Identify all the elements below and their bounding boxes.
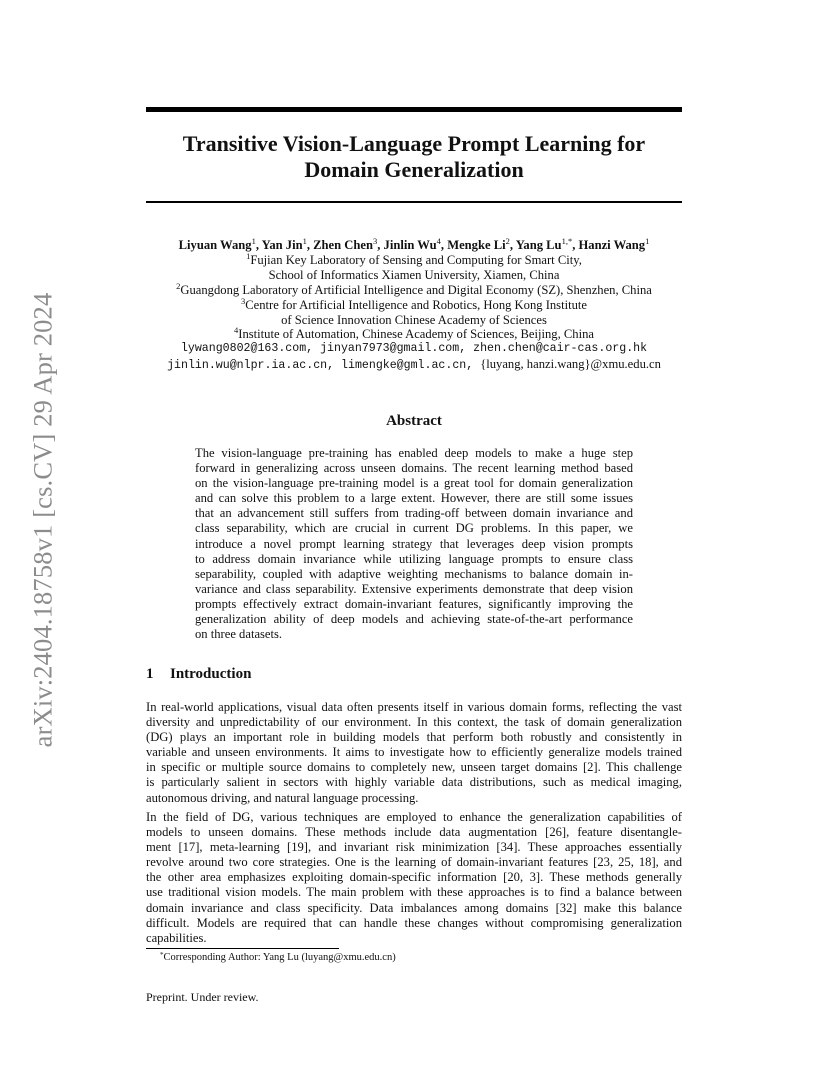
title-rule <box>146 201 682 203</box>
abstract-line: separability, coupled with adaptive weighting mechanisms to balance domain in- <box>195 566 633 581</box>
author-affiliation-mark: 1 <box>251 236 256 246</box>
author-name: Yang Lu <box>515 238 562 252</box>
intro-paragraph <box>146 810 682 946</box>
author-name: Mengke Li <box>447 238 506 252</box>
author-name: Jinlin Wu <box>383 238 437 252</box>
section-heading <box>146 666 251 683</box>
abstract-line: that an advancement still suffers from trading-off between domain invariance and <box>195 506 633 521</box>
paragraph-line: the other area emphasizes exploiting domain-specific information [20, 3]. These methods generally <box>146 870 682 885</box>
abstract-line: prompts effectively extract domain-invariant features, significantly improving the <box>195 596 633 611</box>
affiliation-line: $^2$Guangdong Laboratory of Artificial Intelligence and Digital Economy (SZ), Shenzhen, China <box>176 280 652 297</box>
affiliation-line: $^3$Centre for Artificial Intelligence and Robotics, Hong Kong Institute <box>241 295 587 312</box>
author-affiliation-mark: 3 <box>373 236 378 246</box>
author-block <box>146 238 682 374</box>
author-name: Zhen Chen <box>313 238 373 252</box>
abstract-line: introduce a novel prompt learning strategy that leverages deep vision prompts <box>195 536 633 551</box>
paragraph-line: variable and unseen environments. It aims to investigate how to efficiently generalize models trained <box>146 745 682 760</box>
paragraph-line: (DG) plays an important role in building models that perform both robustly and consistently in <box>146 730 682 745</box>
paragraph-line: models to unseen domains. These methods include data augmentation [26], feature disentangle- <box>146 825 682 840</box>
author-affiliation-mark: 2 <box>505 236 510 246</box>
affiliation-line: $^1$Fujian Key Laboratory of Sensing and Computing for Smart City, <box>246 250 582 267</box>
section-title: Introduction <box>170 666 252 682</box>
author-list: Liyuan Wang$^1$, Yan Jin$^1$, Zhen Chen$^3$, Jinlin Wu$^4$, Mengke Li$^2$, Yang $Lu^{1,*}$, Hanzi Wang$^1$ <box>178 236 650 252</box>
paragraph-line: capabilities. <box>146 930 207 945</box>
paragraph-line: In the field of DG, various techniques are employed to enhance the generalization capabilities of <box>146 810 682 824</box>
affiliation-line: $^4$Institute of Automation, Chinese Academy of Sciences, Beijing, China <box>234 325 594 342</box>
author-affiliation-mark: 4 <box>436 236 441 246</box>
author-affiliation-mark: 1 <box>302 236 307 246</box>
preprint-note: Preprint. Under review. <box>146 990 259 1004</box>
intro-paragraph <box>146 700 682 806</box>
paragraph-line: revolve around two core strategies. One is the learning of domain-invariant features [23, 25, 18], and <box>146 855 682 870</box>
paragraph-line: diversity and unpredictability of our environment. In this context, the task of domain generalization <box>146 715 682 730</box>
author-name: Hanzi Wang <box>578 238 646 252</box>
paragraph-line: ment [17], meta-learning [19], and invariant risk minimization [34]. These approaches essentially <box>146 840 682 855</box>
paragraph-line: domain invariance and class specificity. Data imbalances among domains [32] make this balance <box>146 900 682 915</box>
abstract-line: and can solve this problem to a large extent. However, there are still some issues <box>195 491 633 506</box>
abstract-line: variance and class separability. Extensive experiments demonstrate that deep vision <box>195 581 633 596</box>
top-rule <box>146 107 682 112</box>
abstract-line: on three datasets. <box>195 627 283 642</box>
title-line: Transitive Vision-Language Prompt Learning for <box>182 131 646 156</box>
paragraph-line: difficult. Models are required that can handle these changes without compromising generalization <box>146 915 682 930</box>
abstract-line: The vision-language pre-training has enabled deep models to make a huge step <box>195 446 633 460</box>
abstract-line: forward in generalizing across unseen domains. The recent learning method based <box>195 461 633 476</box>
author-name: Liyuan Wang <box>178 238 252 252</box>
abstract-line: generalization ability of deep models and achieving state-of-the-art performance <box>195 612 633 627</box>
footnote <box>160 952 396 963</box>
section-number: 1 <box>146 666 154 682</box>
paper-title <box>146 131 682 183</box>
affiliation-line: School of Informatics Xiamen University, Xiamen, China <box>268 267 560 282</box>
author-name: Yan Jin <box>261 238 303 252</box>
author-affiliation-mark: 1 <box>645 236 650 246</box>
title-line: Domain Generalization <box>304 157 524 182</box>
paragraph-line: in specific or multiple source domains to completely new, unseen target domains [2]. This challenge <box>146 760 682 775</box>
footnote-text: Corresponding Author: Yang Lu (luyang@xmu.edu.cn) <box>163 952 396 963</box>
footnote-rule <box>146 948 339 949</box>
abstract-line: to address domain invariance while utilizing language prompts to ensure class <box>195 551 633 566</box>
paragraph-line: is particularly salient in sectors with highly variable data distributions, such as medical imaging, <box>146 775 682 790</box>
paragraph-line: use traditional vision models. The main problem with these approaches is to find a balance between <box>146 885 682 900</box>
abstract-body <box>195 446 633 642</box>
footnote-mark: * <box>160 951 164 959</box>
arxiv-identifier: arXiv:2404.18758v1 [cs.CV] 29 Apr 2024 <box>27 292 58 748</box>
paragraph-line: autonomous driving, and natural language processing. <box>146 790 419 805</box>
affiliation-line: of Science Innovation Chinese Academy of Sciences <box>281 312 547 327</box>
email-line: lywang0802@163.com, jinyan7973@gmail.com, zhen.chen@cair-cas.org.hk <box>180 342 648 356</box>
author-affiliation-mark: 1,* <box>561 236 573 246</box>
paragraph-line: In real-world applications, visual data often presents itself in various domain forms, reflecting the vast <box>146 700 682 714</box>
abstract-heading: Abstract <box>386 413 442 429</box>
email-line: jinlin.wu@nlpr.ia.ac.cn, limengke@gml.ac.cn, {luyang, hanzi.wang}@xmu.edu.cn <box>167 357 661 373</box>
abstract-line: on the vision-language pre-training model is a great tool for domain generalization <box>195 476 633 491</box>
abstract-line: class separability, which are crucial in current DG problems. In this paper, we <box>195 521 633 536</box>
